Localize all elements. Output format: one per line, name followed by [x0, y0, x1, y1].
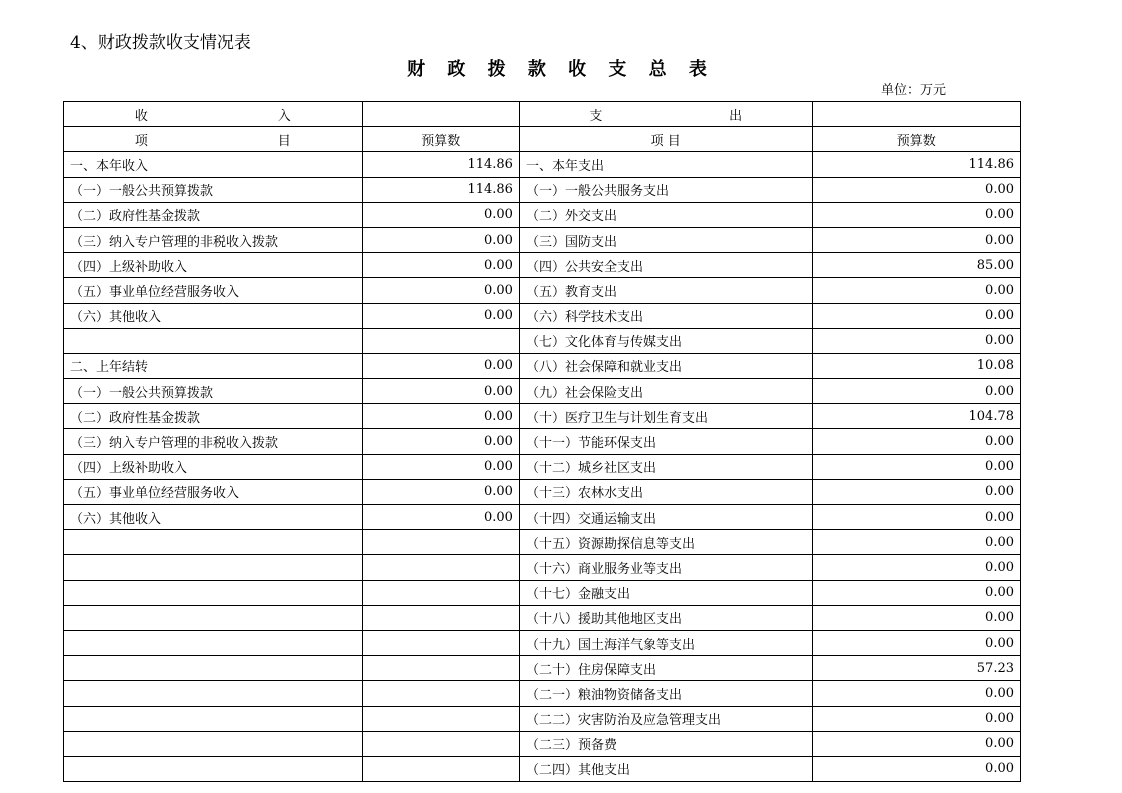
table-body	[64, 152, 1021, 782]
expense-value-cell: 85.00	[812, 253, 1020, 278]
income-item-cell: （二）政府性基金拨款	[64, 404, 363, 429]
expense-item-cell: （十四）交通运输支出	[519, 505, 812, 530]
expense-item-cell: （十二）城乡社区支出	[519, 454, 812, 479]
table-row	[64, 404, 1021, 429]
expense-value-cell: 10.08	[812, 353, 1020, 378]
header-item-income: 项 目	[64, 127, 363, 152]
income-value-cell	[362, 706, 519, 731]
income-item-cell	[64, 605, 363, 630]
expense-item-cell: 一、本年支出	[519, 152, 812, 177]
expense-item-cell: （十六）商业服务业等支出	[519, 555, 812, 580]
expense-value-cell: 0.00	[812, 756, 1020, 781]
income-value-cell	[362, 555, 519, 580]
income-value-cell	[362, 731, 519, 756]
income-item-cell: （三）纳入专户管理的非税收入拨款	[64, 429, 363, 454]
expense-value-cell: 0.00	[812, 454, 1020, 479]
income-item-cell: （二）政府性基金拨款	[64, 202, 363, 227]
table-row	[64, 706, 1021, 731]
table-row	[64, 454, 1021, 479]
header-expense: 支 出	[519, 102, 812, 127]
income-value-cell: 0.00	[362, 479, 519, 504]
income-value-cell: 0.00	[362, 404, 519, 429]
income-value-cell: 0.00	[362, 505, 519, 530]
income-value-cell: 0.00	[362, 278, 519, 303]
table-row	[64, 227, 1021, 252]
table-row	[64, 580, 1021, 605]
income-item-cell: （六）其他收入	[64, 505, 363, 530]
income-item-cell: （四）上级补助收入	[64, 454, 363, 479]
table-row	[64, 177, 1021, 202]
expense-item-cell: （十）医疗卫生与计划生育支出	[519, 404, 812, 429]
expense-item-cell: （十三）农林水支出	[519, 479, 812, 504]
income-item-cell	[64, 630, 363, 655]
header-row-columns	[64, 127, 1021, 152]
table-row	[64, 681, 1021, 706]
header-expense-blank	[812, 102, 1020, 127]
income-item-cell	[64, 328, 363, 353]
expense-item-cell: （六）科学技术支出	[519, 303, 812, 328]
income-item-cell: 二、上年结转	[64, 353, 363, 378]
expense-item-cell: （二十）住房保障支出	[519, 656, 812, 681]
expense-value-cell: 0.00	[812, 580, 1020, 605]
expense-item-cell: （二）外交支出	[519, 202, 812, 227]
table-row	[64, 278, 1021, 303]
expense-item-cell: （二四）其他支出	[519, 756, 812, 781]
expense-value-cell: 0.00	[812, 530, 1020, 555]
budget-table	[63, 101, 1021, 782]
income-item-cell: （六）其他收入	[64, 303, 363, 328]
expense-item-cell: （十八）援助其他地区支出	[519, 605, 812, 630]
expense-value-cell: 57.23	[812, 656, 1020, 681]
expense-value-cell: 0.00	[812, 630, 1020, 655]
header-income-blank	[362, 102, 519, 127]
income-value-cell: 114.86	[362, 177, 519, 202]
income-value-cell: 0.00	[362, 379, 519, 404]
income-item-cell	[64, 706, 363, 731]
income-value-cell	[362, 580, 519, 605]
header-item-expense: 项 目	[519, 127, 812, 152]
income-value-cell	[362, 530, 519, 555]
income-value-cell	[362, 656, 519, 681]
table-row	[64, 202, 1021, 227]
expense-item-cell: （七）文化体育与传媒支出	[519, 328, 812, 353]
income-item-cell	[64, 656, 363, 681]
income-value-cell	[362, 630, 519, 655]
table-row	[64, 731, 1021, 756]
header-budget-expense: 预算数	[812, 127, 1020, 152]
expense-value-cell: 0.00	[812, 429, 1020, 454]
expense-value-cell: 0.00	[812, 202, 1020, 227]
income-value-cell	[362, 605, 519, 630]
expense-item-cell: （五）教育支出	[519, 278, 812, 303]
table-row	[64, 479, 1021, 504]
expense-item-cell: （九）社会保险支出	[519, 379, 812, 404]
income-value-cell	[362, 756, 519, 781]
expense-item-cell: （十七）金融支出	[519, 580, 812, 605]
table-row	[64, 353, 1021, 378]
income-item-cell: （五）事业单位经营服务收入	[64, 479, 363, 504]
table-row	[64, 429, 1021, 454]
income-item-cell: （五）事业单位经营服务收入	[64, 278, 363, 303]
table-row	[64, 379, 1021, 404]
expense-value-cell: 0.00	[812, 227, 1020, 252]
table-row	[64, 328, 1021, 353]
income-value-cell	[362, 681, 519, 706]
header-row-group	[64, 102, 1021, 127]
expense-item-cell: （一）一般公共服务支出	[519, 177, 812, 202]
income-item-cell: （三）纳入专户管理的非税收入拨款	[64, 227, 363, 252]
expense-value-cell: 0.00	[812, 177, 1020, 202]
expense-value-cell: 114.86	[812, 152, 1020, 177]
expense-item-cell: （十一）节能环保支出	[519, 429, 812, 454]
income-value-cell	[362, 328, 519, 353]
expense-value-cell: 0.00	[812, 706, 1020, 731]
table-row	[64, 605, 1021, 630]
expense-item-cell: （三）国防支出	[519, 227, 812, 252]
income-item-cell	[64, 681, 363, 706]
header-budget-income: 预算数	[362, 127, 519, 152]
expense-value-cell: 0.00	[812, 479, 1020, 504]
expense-value-cell: 0.00	[812, 303, 1020, 328]
expense-value-cell: 0.00	[812, 681, 1020, 706]
income-item-cell: （一）一般公共预算拨款	[64, 379, 363, 404]
table-row	[64, 530, 1021, 555]
table-row	[64, 630, 1021, 655]
income-value-cell: 0.00	[362, 227, 519, 252]
expense-value-cell: 0.00	[812, 605, 1020, 630]
table-row	[64, 152, 1021, 177]
income-item-cell	[64, 530, 363, 555]
income-item-cell: （一）一般公共预算拨款	[64, 177, 363, 202]
expense-value-cell: 104.78	[812, 404, 1020, 429]
expense-value-cell: 0.00	[812, 505, 1020, 530]
table-row	[64, 756, 1021, 781]
expense-item-cell: （八）社会保障和就业支出	[519, 353, 812, 378]
income-value-cell: 114.86	[362, 152, 519, 177]
income-item-cell	[64, 731, 363, 756]
expense-item-cell: （二二）灾害防治及应急管理支出	[519, 706, 812, 731]
section-title: 4、财政拨款收支情况表	[70, 33, 251, 53]
header-income: 收 入	[64, 102, 363, 127]
expense-value-cell: 0.00	[812, 278, 1020, 303]
income-item-cell: 一、本年收入	[64, 152, 363, 177]
income-item-cell	[64, 756, 363, 781]
expense-item-cell: （十五）资源勘探信息等支出	[519, 530, 812, 555]
expense-item-cell: （二一）粮油物资储备支出	[519, 681, 812, 706]
income-item-cell: （四）上级补助收入	[64, 253, 363, 278]
expense-value-cell: 0.00	[812, 555, 1020, 580]
income-value-cell: 0.00	[362, 202, 519, 227]
table-row	[64, 656, 1021, 681]
expense-item-cell: （十九）国土海洋气象等支出	[519, 630, 812, 655]
income-value-cell: 0.00	[362, 303, 519, 328]
table-row	[64, 555, 1021, 580]
expense-item-cell: （四）公共安全支出	[519, 253, 812, 278]
expense-value-cell: 0.00	[812, 731, 1020, 756]
income-value-cell: 0.00	[362, 454, 519, 479]
income-item-cell	[64, 555, 363, 580]
expense-value-cell: 0.00	[812, 328, 1020, 353]
income-value-cell: 0.00	[362, 429, 519, 454]
table-row	[64, 505, 1021, 530]
income-item-cell	[64, 580, 363, 605]
income-value-cell: 0.00	[362, 353, 519, 378]
income-value-cell: 0.00	[362, 253, 519, 278]
table-row	[64, 303, 1021, 328]
expense-item-cell: （二三）预备费	[519, 731, 812, 756]
expense-value-cell: 0.00	[812, 379, 1020, 404]
table-row	[64, 253, 1021, 278]
page-title: 财 政 拨 款 收 支 总 表	[407, 59, 715, 80]
unit-label: 单位：万元	[881, 83, 947, 98]
